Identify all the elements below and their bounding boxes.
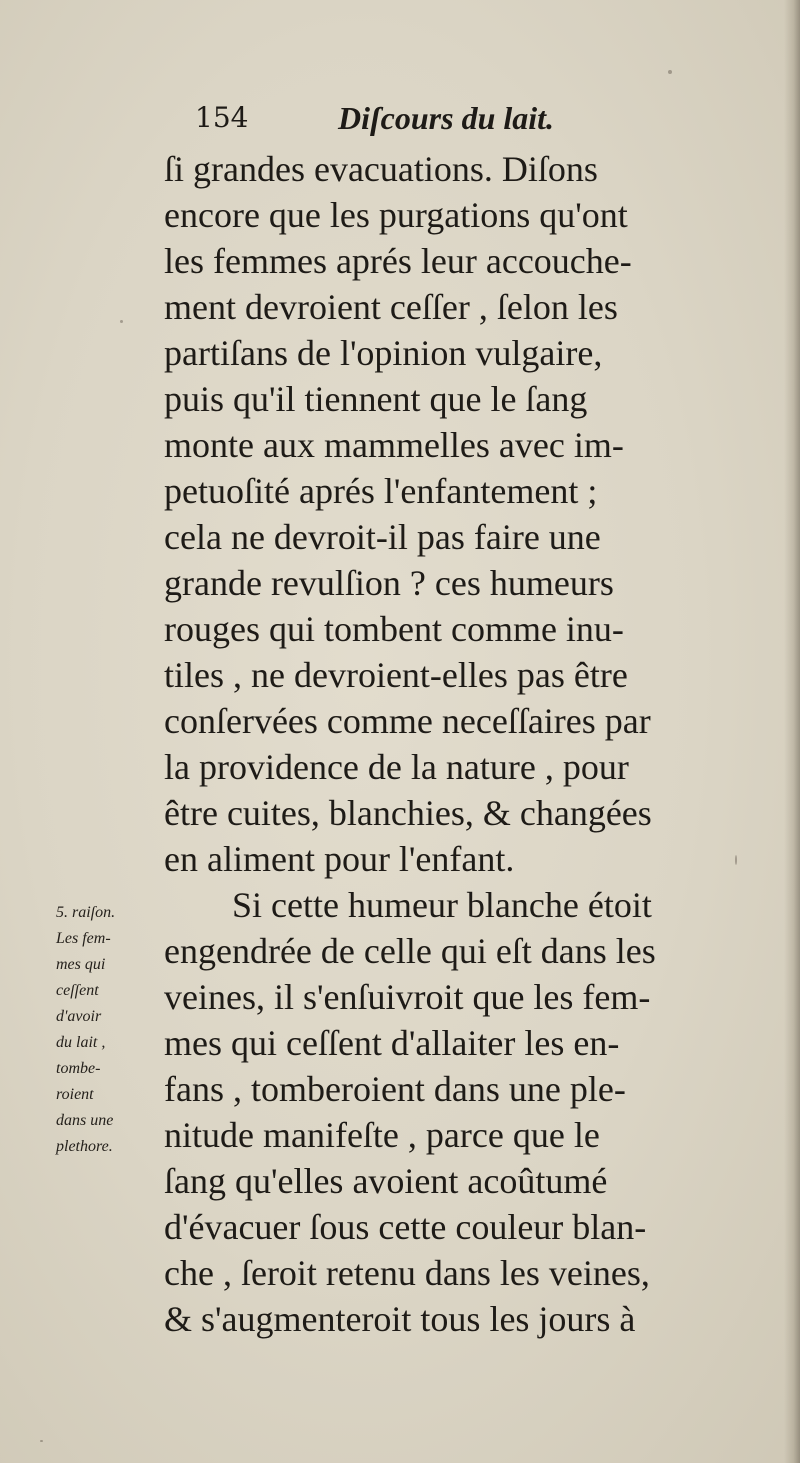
text-line: d'évacuer ſous cette couleur blan- — [164, 1207, 647, 1247]
text-line: veines, il s'enſuivroit que les fem- — [164, 977, 651, 1017]
text-line: monte aux mammelles avec im- — [164, 425, 624, 465]
text-line: fans , tomberoient dans une ple- — [164, 1069, 626, 1109]
text-line: cela ne devroit-il pas faire une — [164, 517, 601, 557]
margin-note-line: 5. raiſon. — [56, 904, 116, 921]
margin-note-line: Les fem- — [56, 930, 111, 947]
margin-note-line: dans une — [56, 1112, 114, 1129]
margin-note-line: roient — [56, 1086, 94, 1103]
text-line: ſang qu'elles avoient acoûtumé — [164, 1161, 608, 1201]
text-line: rouges qui tombent comme inu- — [164, 609, 624, 649]
margin-note-line: d'avoir — [56, 1008, 102, 1025]
text-line: engendrée de celle qui eſt dans les — [164, 931, 656, 971]
text-line: partiſans de l'opinion vulgaire, — [164, 333, 603, 373]
running-head — [195, 96, 755, 140]
margin-note-line: plethore. — [56, 1138, 113, 1155]
text-line: la providence de la nature , pour — [164, 747, 629, 787]
text-line: ſi grandes evacuations. Diſons — [164, 149, 598, 189]
paper-speck — [40, 1440, 43, 1442]
text-line: & s'augmenteroit tous les jours à — [164, 1299, 636, 1339]
page-edge-shadow — [784, 0, 800, 1463]
text-line: Si cette humeur blanche étoit — [232, 885, 652, 925]
paper-speck — [668, 70, 672, 74]
text-line: mes qui ceſſent d'allaiter les en- — [164, 1023, 620, 1063]
text-line: petuoſité aprés l'enfantement ; — [164, 471, 598, 511]
margin-note-line: tombe- — [56, 1060, 101, 1077]
text-line: ment devroient ceſſer , ſelon les — [164, 287, 618, 327]
paper-speck — [120, 320, 123, 323]
text-line: tiles , ne devroient-elles pas être — [164, 655, 628, 695]
text-line: conſervées comme neceſſaires par — [164, 701, 651, 741]
paper-speck — [735, 855, 737, 865]
text-line: grande revulſion ? ces humeurs — [164, 563, 614, 603]
text-line: nitude manifeſte , parce que le — [164, 1115, 600, 1155]
text-line: che , ſeroit retenu dans les veines, — [164, 1253, 650, 1293]
text-line: être cuites, blanchies, & changées — [164, 793, 652, 833]
margin-note-line: mes qui — [56, 956, 106, 973]
running-title: Diſcours du lait. — [338, 100, 555, 136]
text-line: encore que les purgations qu'ont — [164, 195, 628, 235]
text-line: puis qu'il tiennent que le ſang — [164, 379, 588, 419]
margin-note-line: du lait , — [56, 1034, 106, 1051]
page-number: 154 — [195, 101, 249, 134]
text-line: les femmes aprés leur accouche- — [164, 241, 632, 281]
margin-note-line: ceſſent — [56, 982, 99, 999]
text-line: en aliment pour l'enfant. — [164, 839, 515, 879]
